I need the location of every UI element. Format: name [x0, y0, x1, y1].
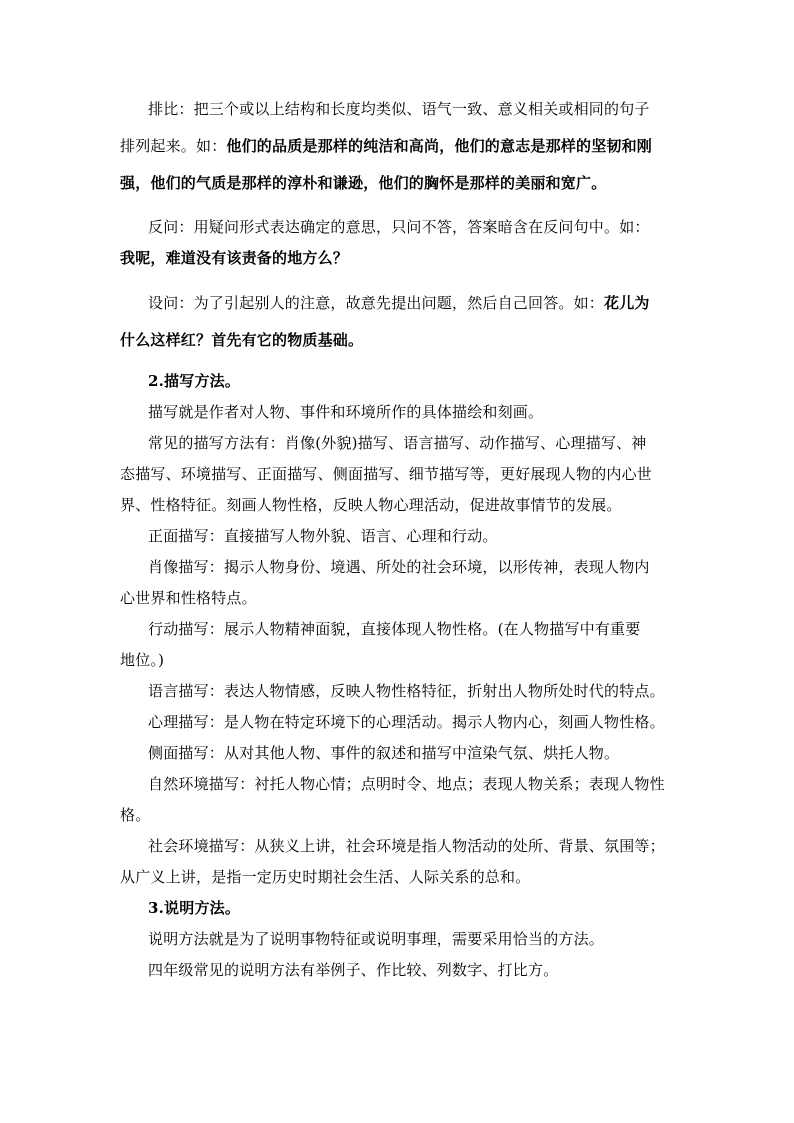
social-environment-line-1: 社会环境描写：从狭义上讲，社会环境是指人物活动的处所、背景、氛围等；: [148, 837, 665, 855]
paragraph-action-description: [120, 618, 680, 672]
parallelism-line-2-text: 排列起来。如：: [120, 137, 227, 155]
hypophora-example-part-2: 什么这样红？首先有它的物质基础。: [120, 331, 364, 349]
parallelism-example-part-2: 强，他们的气质是那样的淳朴和谦逊，他们的胸怀是那样的美丽和宽广。: [120, 174, 607, 192]
paragraph-side-description: 侧面描写：从对其他人物、事件的叙述和描写中渲染气氛、烘托人物。: [148, 744, 620, 762]
social-environment-line-2: 从广义上讲，是指一定历史时期社会生活、人际关系的总和。: [120, 868, 531, 886]
paragraph-explanation-definition: 说明方法就是为了说明事物特征或说明事理，需要采用恰当的方法。: [148, 930, 605, 948]
hypophora-line-1: [120, 292, 680, 315]
paragraph-description-definition: 描写就是作者对人物、事件和环境所作的具体描绘和刻画。: [148, 403, 544, 421]
paragraph-portrait-description: [120, 556, 680, 610]
heading-explanation-methods: 3.说明方法。: [148, 899, 241, 917]
heading-description-methods: 2.描写方法。: [148, 372, 241, 390]
parallelism-line-1: 排比：把三个或以上结构和长度均类似、语气一致、意义相关或相同的句子: [148, 100, 650, 118]
common-methods-line-1: 常见的描写方法有：肖像(外貌)描写、语言描写、动作描写、心理描写、神: [148, 434, 647, 452]
hypophora-line-1-text: 设问：为了引起别人的注意，故意先提出问题，然后自己回答。如：: [148, 294, 605, 312]
paragraph-hypophora: [120, 292, 680, 352]
paragraph-direct-description: 正面描写：直接描写人物外貌、语言、心理和行动。: [148, 527, 498, 545]
common-methods-line-2: 态描写、环境描写、正面描写、侧面描写、细节描写等，更好展现人物的内心世: [120, 465, 653, 483]
paragraph-language-description: 语言描写：表达人物情感，反映人物性格特征，折射出人物所处时代的特点。: [148, 682, 665, 700]
paragraph-social-environment: [120, 835, 680, 889]
hypophora-example-part-1: 花儿为: [604, 294, 650, 312]
portrait-description-line-1: 肖像描写：揭示人物身份、境遇、所处的社会环境，以形传神，表现人物内: [148, 558, 650, 576]
paragraph-common-description-methods: [120, 432, 680, 517]
paragraph-parallelism: [120, 98, 680, 195]
common-methods-line-3: 界、性格特征。刻画人物性格，反映人物心理活动，促进故事情节的发展。: [120, 496, 622, 514]
paragraph-natural-environment: [120, 773, 680, 827]
parallelism-example-part-1: 他们的品质是那样的纯洁和高尚，他们的意志是那样的坚韧和刚: [226, 137, 653, 155]
action-description-line-2: 地位。): [120, 651, 165, 669]
natural-environment-line-1: 自然环境描写：衬托人物心情；点明时令、地点；表现人物关系；表现人物性: [148, 775, 665, 793]
parallelism-line-2: [120, 135, 680, 158]
natural-environment-line-2: 格。: [120, 806, 151, 824]
action-description-line-1: 行动描写：展示人物精神面貌，直接体现人物性格。(在人物描写中有重要: [148, 620, 641, 638]
paragraph-psychological-description: 心理描写：是人物在特定环境下的心理活动。揭示人物内心，刻画人物性格。: [148, 713, 665, 731]
rhetorical-question-example: 我呢，难道没有该责备的地方么？: [120, 249, 349, 267]
paragraph-rhetorical-question: [120, 216, 680, 270]
rhetorical-question-line-1: 反问：用疑问形式表达确定的意思，只问不答，答案暗含在反问句中。如：: [148, 218, 650, 236]
portrait-description-line-2: 心世界和性格特点。: [120, 589, 257, 607]
paragraph-grade4-explanation-methods: 四年级常见的说明方法有举例子、作比较、列数字、打比方。: [148, 961, 559, 979]
